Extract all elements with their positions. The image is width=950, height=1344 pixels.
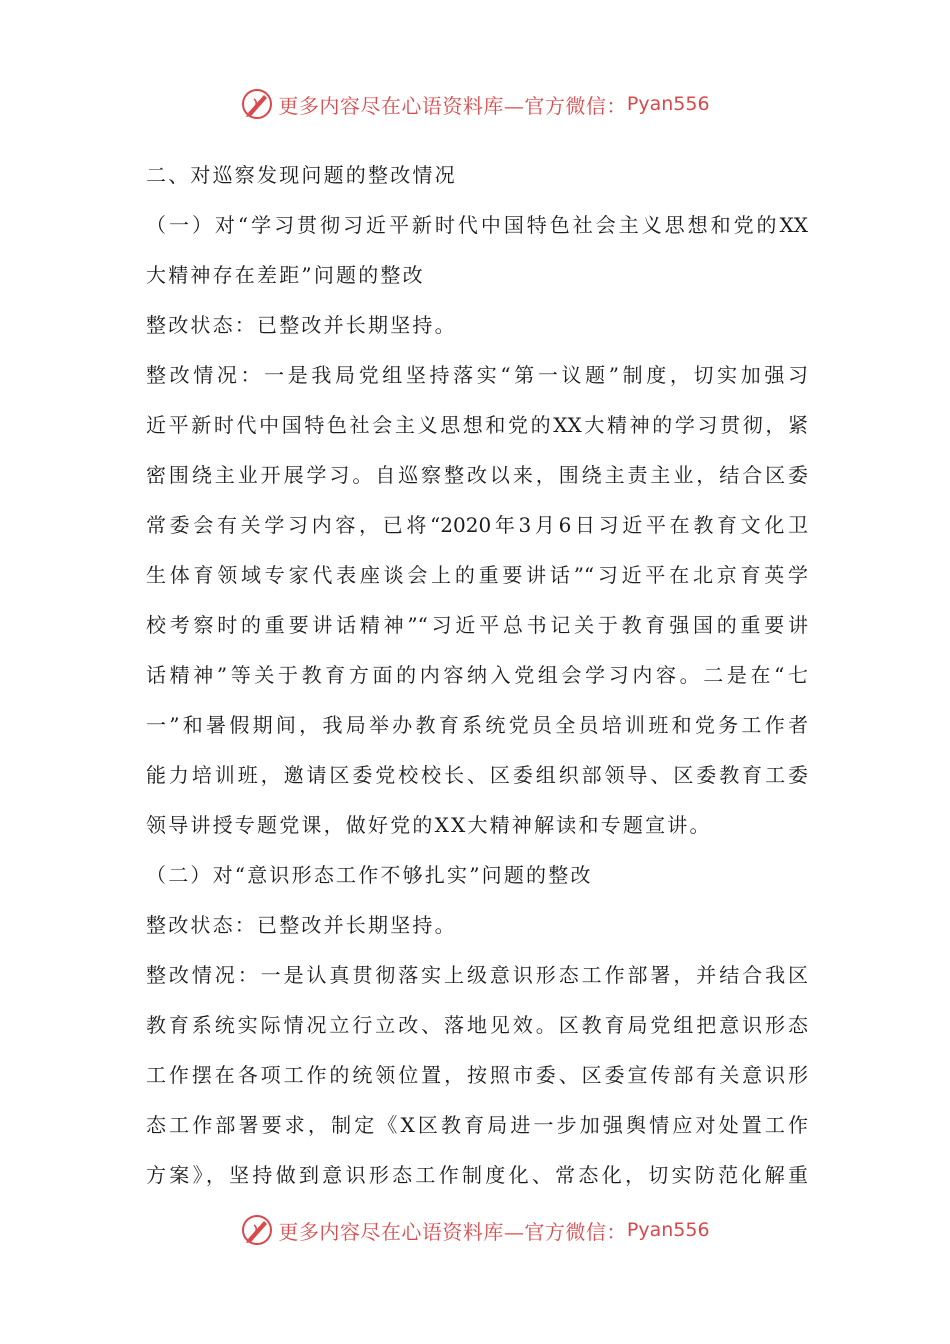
wechat-id: Pyan556 (626, 93, 710, 115)
paragraph-line: 教育系统实际情况立行立改、落地见效。区教育局党组把意识形态 (146, 1013, 808, 1037)
pen-logo-icon (240, 1213, 274, 1247)
paragraph-line: 校考察时的重要讲话精神”“习近平总书记关于教育强国的重要讲 (146, 613, 808, 637)
paragraph-line: 话精神”等关于教育方面的内容纳入党组会学习内容。二是在“七 (146, 663, 808, 687)
rectification-status-2: 整改状态：已整改并长期坚持。 (146, 913, 457, 937)
rectification-status-1: 整改状态：已整改并长期坚持。 (146, 313, 457, 337)
subsection-heading-1: （一）对“学习贯彻习近平新时代中国特色社会主义思想和党的XX (146, 213, 808, 237)
subsection-heading-1-cont: 大精神存在差距”问题的整改 (146, 263, 425, 287)
paragraph-line: 密围绕主业开展学习。自巡察整改以来，围绕主责主业，结合区委 (146, 463, 808, 487)
footer-watermark-banner (0, 1210, 950, 1250)
paragraph-line: 工作摆在各项工作的统领位置，按照市委、区委宣传部有关意识形 (146, 1063, 808, 1087)
paragraph-line: 方案》，坚持做到意识形态工作制度化、常态化，切实防范化解重 (146, 1163, 808, 1187)
subsection-heading-2: （二）对“意识形态工作不够扎实”问题的整改 (146, 863, 593, 887)
header-watermark-banner (0, 84, 950, 124)
paragraph-line: 态工作部署要求，制定《X区教育局进一步加强舆情应对处置工作 (146, 1113, 808, 1137)
paragraph-line: 一”和暑假期间，我局举办教育系统党员全员培训班和党务工作者 (146, 713, 808, 737)
paragraph-line: 整改情况：一是我局党组坚持落实“第一议题”制度，切实加强习 (146, 363, 808, 387)
paragraph-line: 能力培训班，邀请区委党校校长、区委组织部领导、区委教育工委 (146, 763, 808, 787)
banner-text: 更多内容尽在心语资料库—官方微信： (278, 1219, 627, 1244)
paragraph-line: 领导讲授专题党课，做好党的XX大精神解读和专题宣讲。 (146, 813, 712, 837)
paragraph-line: 生体育领域专家代表座谈会上的重要讲话”“习近平在北京育英学 (146, 563, 808, 587)
document-body (146, 150, 808, 1200)
banner-text: 更多内容尽在心语资料库—官方微信： (278, 93, 627, 118)
wechat-id: Pyan556 (626, 1219, 710, 1241)
section-heading: 二、对巡察发现问题的整改情况 (146, 163, 457, 187)
paragraph-line: 整改情况：一是认真贯彻落实上级意识形态工作部署，并结合我区 (146, 963, 808, 987)
pen-logo-icon (240, 87, 274, 121)
paragraph-line: 近平新时代中国特色社会主义思想和党的XX大精神的学习贯彻，紧 (146, 413, 808, 437)
paragraph-line: 常委会有关学习内容，已将“2020年3月6日习近平在教育文化卫 (146, 513, 808, 537)
